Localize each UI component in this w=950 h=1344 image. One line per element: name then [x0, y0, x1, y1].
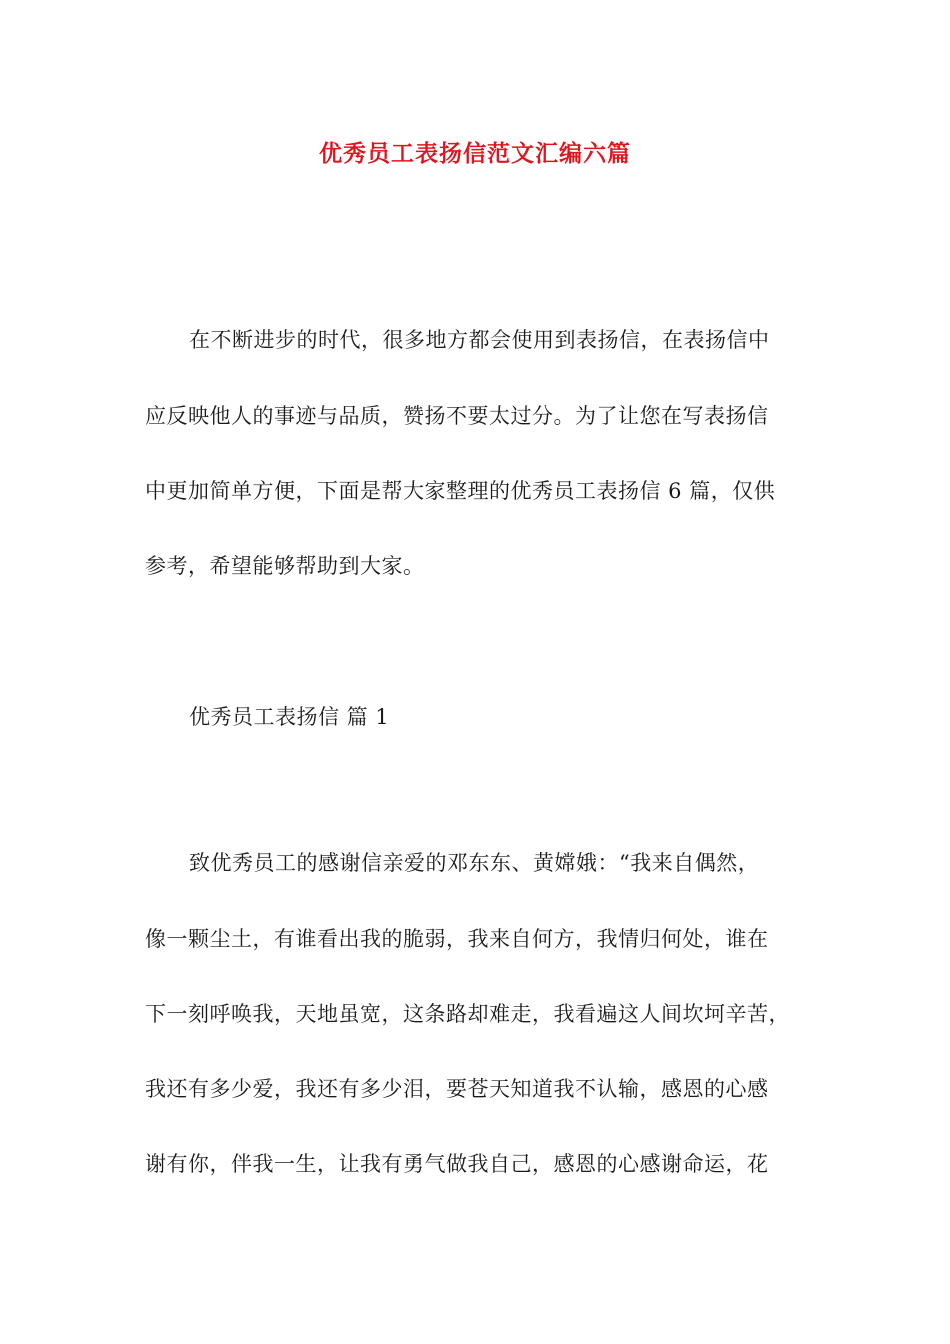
- intro-line-4: 参考，希望能够帮助到大家。: [145, 554, 425, 578]
- body-line-1: 致优秀员工的感谢信亲爱的邓东东、黄嫦娥：“我来自偶然，: [189, 851, 760, 875]
- body-line-3: 下一刻呼唤我，天地虽宽，这条路却难走，我看遍这人间坎坷辛苦，: [145, 1002, 790, 1026]
- body-line-4: 我还有多少爱，我还有多少泪，要苍天知道我不认输，感恩的心感: [145, 1077, 769, 1101]
- body-line-5: 谢有你，伴我一生，让我有勇气做我自己，感恩的心感谢命运，花: [145, 1152, 769, 1176]
- intro-line-2: 应反映他人的事迹与品质，赞扬不要太过分。为了让您在写表扬信: [145, 404, 769, 428]
- body-line-2: 像一颗尘土，有谁看出我的脆弱，我来自何方，我情归何处，谁在: [145, 927, 769, 951]
- document-title: 优秀员工表扬信范文汇编六篇: [319, 140, 631, 167]
- section-heading: 优秀员工表扬信 篇 1: [189, 705, 390, 729]
- intro-line-3: 中更加简单方便，下面是帮大家整理的优秀员工表扬信 6 篇，仅供: [145, 479, 776, 503]
- intro-line-1: 在不断进步的时代，很多地方都会使用到表扬信，在表扬信中: [189, 328, 770, 352]
